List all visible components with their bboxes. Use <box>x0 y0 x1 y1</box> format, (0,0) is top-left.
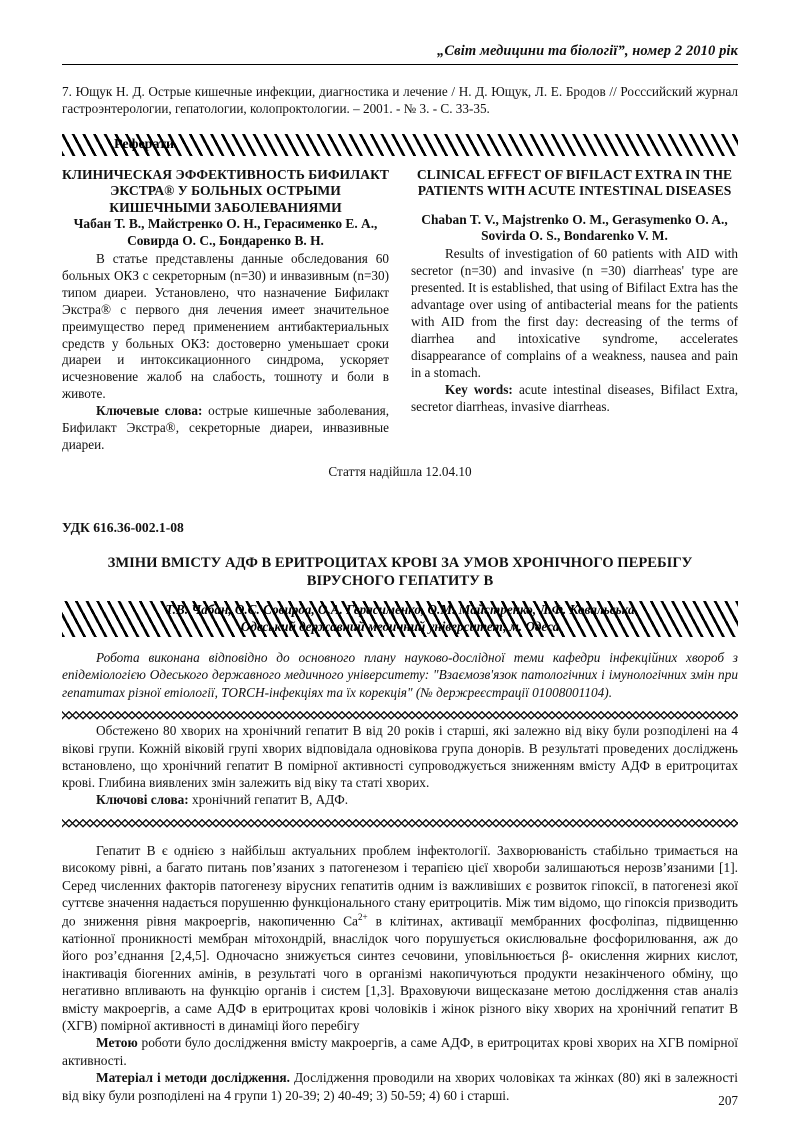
abstract-en-body: Results of investigation of 60 patients with AID with secretor (n=30) and invasive (n =30) diarrheas' type are presented. It is established, that using of Bifilact Extra has the advantage over using of antibacterial means for the patients with AID from the first day: decreasing of the terms of diarrhea and intoxicative syndrome, accelerates disappearance of complains of a weakness, nausea and pain in a stomach. <box>411 246 738 380</box>
abstract-ru-title: КЛИНИЧЕСКАЯ ЭФФЕКТИВНОСТЬ БИФИЛАКТ ЭКСТРА® У БОЛЬНЫХ ОСТРЫМИ КИШЕЧНЫМИ ЗАБОЛЕВАНИЯМИ <box>62 166 389 215</box>
body-paragraph-1-post: в клітинах, активації мембранних фосфоліпаз, підвищенню катіонної проникності мембран мітохондрій, внаслідок чого порушується окислювальне фосфорилювання, аж до його роз’єднання [2,4,5]. Одночасно знижується синтез сечовини, уповільнюється β- окислення жирних кислот, інактивація біогенних амінів, в результаті чого в організмі накопичуються продукти незакінченого обміну, що негативно впливають на функцію органів і систем [1,3]. Враховуючи вищесказане метою дослідження став аналіз вмісту макроергів, а саме АДФ в еритроцитах крові чоловіків і жінок різного віку хворих на хронічний гепатит В (ХГВ) помірної активності в динаміці його перебігу <box>62 913 738 1033</box>
article-keywords-ua-label: Ключові слова: <box>96 792 189 808</box>
page-number: 207 <box>718 1093 738 1108</box>
article-authors: Т.В. Чабан, О.С. Совирда, О.А. Герасименко, О.М. Майстренко, Л.Ф. Ковальська <box>165 601 635 617</box>
article-authors-banner <box>62 601 738 637</box>
superscript-charge: 2+ <box>358 911 368 922</box>
reference-item: 7. Ющук Н. Д. Острые кишечные инфекции, диагностика и лечение / Н. Д. Ющук, Л. Е. Бродов // Росссийский журнал гастроэнтерологии, гепатологии, колопроктологии. – 2001. - № 3. - С. 33-35. <box>62 83 738 117</box>
article-title: ЗМІНИ ВМІСТУ АДФ В ЕРИТРОЦИТАХ КРОВІ ЗА УМОВ ХРОНІЧНОГО ПЕРЕБІГУ ВІРУСНОГО ГЕПАТИТУ В <box>107 555 693 590</box>
header-rule <box>62 64 738 65</box>
running-header: „Світ медицини та біології”, номер 2 2010 рік <box>437 43 738 59</box>
body-paragraph-3-lead: Матеріал і методи дослідження. <box>96 1070 290 1086</box>
body-paragraph-2-lead: Метою <box>96 1035 138 1051</box>
body-paragraph-2 <box>62 1034 738 1069</box>
abstract-en-title: CLINICAL EFFECT OF BIFILACT EXTRA IN THE PATIENTS WITH ACUTE INTESTINAL DISEASES <box>416 166 733 199</box>
abstract-en-keywords-label: Key words: <box>445 381 513 397</box>
abstract-russian-column <box>62 167 389 455</box>
article-abstract-ua: Обстежено 80 хворих на хронічний гепатит В від 20 років і старші, які залежно від віку були розподілені на 4 вікові групи. Кожній віковій групі хворих відповідала одновікова група донорів. В результаті проведених досліджень встановлено, що хронічний гепатит В помірної активності супроводжується зниженням вмісту АДФ в еритроцитах крові. Глибина виявлених змін залежить від віку та статі хворих. <box>62 723 738 791</box>
body-paragraph-3 <box>62 1069 738 1104</box>
page-content <box>62 0 738 1131</box>
rubric-banner <box>62 134 738 156</box>
body-paragraph-3-text: Дослідження проводили на хворих чоловіках та жінках (80) які в залежності від віку були розподілені на 4 групи 1) 20-39; 2) 40-49; 3) 50-59; 4) 60 і старші. <box>62 1070 738 1103</box>
abstract-ru-body: В статье представлены данные обследования 60 больных ОКЗ с секреторным (n=30) и инвазивным (n=30) типом диареи. Установлено, что назначение Бифилакт Экстра® с первого дня лечения имеет значительное преимущество перед применением антибактериальных средств у больных ОКЗ: достоверно уменьшает сроки диареи и интоксикационного синдрома, ускоряет исчезновение жалоб на слабость, тошноту и боли в животе. <box>62 250 389 402</box>
body-paragraph-1-pre: Гепатит В є однією з найбільш актуальних проблем інфектології. Захворюваність стабільно тримається на високому рівні, а багато питань пов’язаних з патогенезом і терапією цієї хвороби залишаються нерозв’язаними [1]. Серед численних факторів патогенезу вірусних гепатитів одним із важливіших є розвиток гіпоксії, в патогенезі якої суттєве значення надається порушенню функціонального стану еритроцитів. Між тим відомо, що гіпоксія призводить до зниження рівня макроергів, накопиченню Ca <box>62 842 738 929</box>
article-keywords-ua <box>62 791 738 808</box>
abstracts-two-column <box>62 167 738 455</box>
funding-statement: Робота виконана відповідно до основного плану науково-дослідної теми кафедри інфекційних хвороб з епідеміологією Одеського державного медичного університету: "Взаємозв'язок патологічних і імунологічних змін при гепатитах різної етіології, TORCH-інфекціях та їх корекція" (№ держреєстрації 01008001104). <box>62 649 738 700</box>
received-date: Стаття надійшла 12.04.10 <box>328 464 472 480</box>
body-paragraph-2-text: роботи було дослідження вмісту макроергів, а саме АДФ, в еритроцитах крові хворих на ХГВ помірної активності. <box>62 1035 738 1068</box>
abstract-en-authors: Chaban T. V., Majstrenko O. M., Gerasymenko O. A., Sovirda O. S., Bondarenko V. M. <box>421 211 728 244</box>
article-affiliation: Одеський державний медичний університет, м. Одеса <box>240 618 560 634</box>
body-paragraph-1 <box>62 842 738 1035</box>
abstract-en-keywords <box>411 382 738 416</box>
udk-code: УДК 616.36-002.1-08 <box>62 520 184 536</box>
abstract-ru-keywords <box>62 403 389 454</box>
abstract-ru-authors: Чабан Т. В., Майстренко О. Н., Герасименко Е. А., Совирда О. С., Бондаренко В. Н. <box>73 216 378 248</box>
abstract-english-column <box>411 167 738 455</box>
rubric-label: Реферати <box>114 136 175 152</box>
abstract-ru-keywords-label: Ключевые слова: <box>96 403 203 419</box>
zigzag-divider-top <box>62 711 738 720</box>
abstract-ru-keywords-text: острые кишечные заболевания, Бифилакт Экстра®, секреторные диареи, инвазивные диареи. <box>62 403 389 453</box>
zigzag-divider-bottom <box>62 819 738 828</box>
article-keywords-ua-text: хронічний гепатит В, АДФ. <box>188 792 349 808</box>
abstract-en-keywords-text: acute intestinal diseases, Bifilact Extra, secretor diarrheas, invasive diarrheas. <box>411 381 738 414</box>
